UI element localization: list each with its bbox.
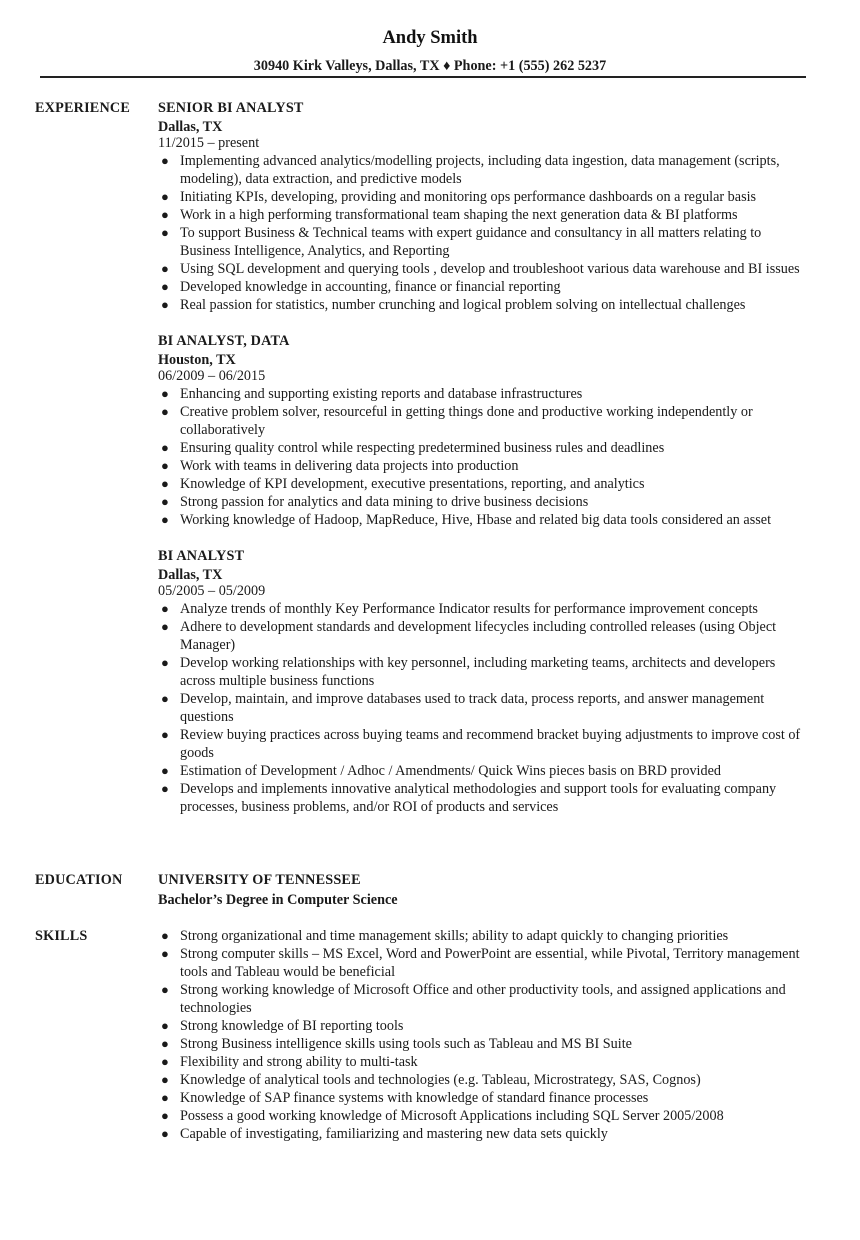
- bullet-icon: ●: [161, 1036, 169, 1051]
- list-item: ● Adhere to development standards and development lifecycles including controlled releases (using Object Manager): [161, 619, 777, 653]
- list-item: ● Creative problem solver, resourceful in getting things done and productive working independently or collaboratively: [161, 404, 753, 438]
- bullet-icon: ●: [161, 458, 169, 473]
- list-item: ● Enhancing and supporting existing reports and database infrastructures: [161, 386, 583, 402]
- job-title: BI ANALYST, DATA: [158, 333, 290, 349]
- experience-body: [158, 99, 814, 834]
- list-item: ● Real passion for statistics, number crunching and logical problem solving on intellectual challenges: [161, 297, 746, 313]
- bullet-icon: ●: [161, 781, 169, 796]
- list-item: ● Develops and implements innovative analytical methodologies and support tools for evaluating company processes, business problems, and/or ROI of products and services: [161, 781, 777, 815]
- list-item: ● Possess a good working knowledge of Microsoft Applications including SQL Server 2005/2008: [161, 1108, 724, 1124]
- list-item: ● Ensuring quality control while respecting predetermined business rules and deadlines: [161, 440, 665, 456]
- bullet-icon: ●: [161, 601, 169, 616]
- bullet-icon: ●: [161, 386, 169, 401]
- bullet-icon: ●: [161, 1072, 169, 1087]
- list-item: ● Strong organizational and time management skills; ability to adapt quickly to changing priorities: [161, 928, 729, 944]
- list-item: ● Strong passion for analytics and data mining to drive business decisions: [161, 494, 589, 510]
- job-title: SENIOR BI ANALYST: [158, 100, 304, 116]
- bullet-icon: ●: [161, 512, 169, 527]
- bullet-icon: ●: [161, 946, 169, 961]
- list-item: ● Using SQL development and querying tools , develop and troubleshoot various data warehouse and BI issues: [161, 261, 800, 277]
- list-item: ● Flexibility and strong ability to multi-task: [161, 1054, 418, 1070]
- bullet-icon: ●: [161, 297, 169, 312]
- school-name: UNIVERSITY OF TENNESSEE: [158, 872, 361, 888]
- bullet-icon: ●: [161, 225, 169, 240]
- job-entry: [158, 547, 814, 816]
- section-label-experience: EXPERIENCE: [35, 100, 131, 116]
- job-title: BI ANALYST: [158, 548, 245, 564]
- bullet-icon: ●: [161, 207, 169, 222]
- bullet-icon: ●: [161, 1126, 169, 1141]
- job-entry: [158, 332, 814, 529]
- bullet-icon: ●: [161, 1018, 169, 1033]
- list-item: ● Analyze trends of monthly Key Performance Indicator results for performance improvement concepts: [161, 601, 758, 617]
- bullet-icon: ●: [161, 404, 169, 419]
- skills-list: [158, 927, 814, 1143]
- job-location: Dallas, TX: [158, 119, 223, 135]
- list-item: ● Work in a high performing transformational team shaping the next generation data & BI platforms: [161, 207, 738, 223]
- job-dates: 05/2005 – 05/2009: [158, 583, 266, 599]
- list-item: ● Initiating KPIs, developing, providing and monitoring ops performance dashboards on a regular basis: [161, 189, 757, 205]
- list-item: ● Estimation of Development / Adhoc / Amendments/ Quick Wins pieces basis on BRD provided: [161, 763, 721, 779]
- job-dates: 06/2009 – 06/2015: [158, 368, 266, 384]
- list-item: ● Strong computer skills – MS Excel, Word and PowerPoint are essential, while Pivotal, Territory management tools and Tableau would be beneficial: [161, 946, 800, 980]
- list-item: ● Knowledge of analytical tools and technologies (e.g. Tableau, Microstrategy, SAS, Cognos): [161, 1072, 701, 1088]
- list-item: ● Develop, maintain, and improve databases used to track data, process reports, and answer management questions: [161, 691, 765, 725]
- bullet-icon: ●: [161, 1090, 169, 1105]
- list-item: ● Capable of investigating, familiarizing and mastering new data sets quickly: [161, 1126, 608, 1142]
- section-label-skills: SKILLS: [35, 928, 88, 944]
- list-item: ● Strong knowledge of BI reporting tools: [161, 1018, 404, 1034]
- bullet-icon: ●: [161, 153, 169, 168]
- list-item: ● Knowledge of SAP finance systems with knowledge of standard finance processes: [161, 1090, 649, 1106]
- job-dates: 11/2015 – present: [158, 135, 260, 151]
- job-location: Houston, TX: [158, 352, 236, 368]
- bullet-icon: ●: [161, 727, 169, 742]
- bullet-icon: ●: [161, 279, 169, 294]
- list-item: ● Review buying practices across buying teams and recommend bracket buying adjustments to improve cost of goods: [161, 727, 801, 761]
- list-item: ● Knowledge of KPI development, executive presentations, reporting, and analytics: [161, 476, 645, 492]
- bullet-icon: ●: [161, 691, 169, 706]
- bullet-icon: ●: [161, 189, 169, 204]
- bullet-icon: ●: [161, 494, 169, 509]
- bullet-icon: ●: [161, 476, 169, 491]
- education-body: [158, 871, 814, 909]
- bullet-icon: ●: [161, 261, 169, 276]
- job-bullet-list: [158, 152, 814, 314]
- header-divider: [40, 76, 806, 78]
- list-item: ● Strong Business intelligence skills using tools such as Tableau and MS BI Suite: [161, 1036, 632, 1052]
- bullet-icon: ●: [161, 1108, 169, 1123]
- resume-header: [0, 0, 860, 75]
- skills-body: [158, 927, 814, 1143]
- list-item: ● To support Business & Technical teams with expert guidance and consultancy in all matters relating to Business Intelligence, Analytics, and Reporting: [161, 225, 762, 259]
- list-item: ● Working knowledge of Hadoop, MapReduce, Hive, Hbase and related big data tools considered an asset: [161, 512, 772, 528]
- job-bullet-list: [158, 600, 814, 816]
- list-item: ● Work with teams in delivering data projects into production: [161, 458, 519, 474]
- bullet-icon: ●: [161, 440, 169, 455]
- list-item: ● Strong working knowledge of Microsoft Office and other productivity tools, and assigned applications and technologies: [161, 982, 786, 1016]
- bullet-icon: ●: [161, 763, 169, 778]
- bullet-icon: ●: [161, 619, 169, 634]
- list-item: ● Develop working relationships with key personnel, including marketing teams, architects and developers across multiple business functions: [161, 655, 776, 689]
- list-item: ● Developed knowledge in accounting, finance or financial reporting: [161, 279, 561, 295]
- degree-name: Bachelor’s Degree in Computer Science: [158, 892, 398, 908]
- contact-info: 30940 Kirk Valleys, Dallas, TX ♦ Phone: +1 (555) 262 5237: [253, 58, 607, 74]
- bullet-icon: ●: [161, 655, 169, 670]
- job-location: Dallas, TX: [158, 567, 223, 583]
- bullet-icon: ●: [161, 982, 169, 997]
- bullet-icon: ●: [161, 928, 169, 943]
- section-label-education: EDUCATION: [35, 872, 123, 888]
- job-bullet-list: [158, 385, 814, 529]
- bullet-icon: ●: [161, 1054, 169, 1069]
- candidate-name: Andy Smith: [382, 28, 478, 48]
- job-entry: [158, 99, 814, 314]
- list-item: ● Implementing advanced analytics/modelling projects, including data ingestion, data management (scripts, modeling), data extraction, and predictive models: [161, 153, 780, 187]
